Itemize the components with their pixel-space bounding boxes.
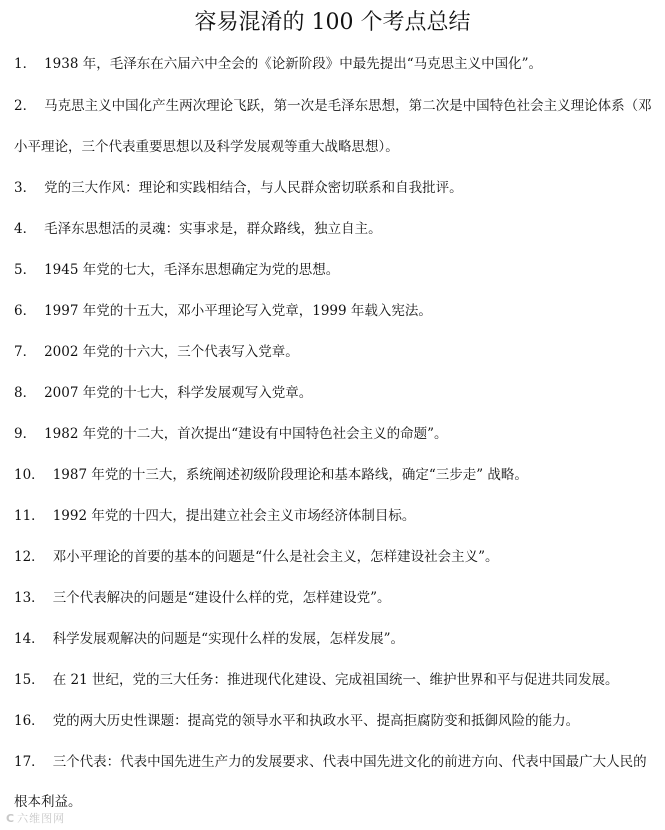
list-item (14, 506, 654, 526)
item-text: 1992 年党的十四大，提出建立社会主义市场经济体制目标。 (52, 508, 416, 524)
watermark-logo-icon: C (6, 812, 16, 825)
list-item (14, 752, 654, 772)
item-text: 1938 年，毛泽东在六届六中全会的《论新阶段》中最先提出“马克思主义中国化”。 (44, 56, 543, 72)
item-number: 13． (14, 590, 45, 606)
item-text: 党的三大作风：理论和实践相结合，与人民群众密切联系和自我批评。 (44, 180, 463, 196)
list-item (14, 54, 654, 74)
item-text: 1982 年党的十二大，首次提出“建设有中国特色社会主义的命题”。 (44, 426, 448, 442)
item-number: 5． (14, 262, 37, 278)
item-continuation: 小平理论，三个代表重要思想以及科学发展观等重大战略思想）。 (14, 139, 399, 155)
item-number: 9． (14, 426, 37, 442)
list-item (14, 465, 654, 485)
item-text: 马克思主义中国化产生两次理论飞跃，第一次是毛泽东思想，第二次是中国特色社会主义理论体系（邓 (44, 98, 652, 114)
document-title: 容易混淆的 100 个考点总结 (194, 10, 471, 35)
item-text: 邓小平理论的首要的基本的问题是“什么是社会主义，怎样建设社会主义”。 (52, 549, 499, 565)
list-item (14, 260, 654, 280)
list-item (14, 547, 654, 567)
item-number: 12． (14, 549, 45, 565)
item-text: 1945 年党的七大，毛泽东思想确定为党的思想。 (44, 262, 340, 278)
list-item (14, 588, 654, 608)
item-number: 16． (14, 713, 45, 729)
item-number: 3． (14, 180, 37, 196)
item-text: 1997 年党的十五大，邓小平理论写入党章，1999 年载入宪法。 (44, 303, 432, 319)
watermark (6, 810, 65, 826)
item-text: 党的两大历史性课题：提高党的领导水平和执政水平、提高拒腐防变和抵御风险的能力。 (52, 713, 580, 729)
item-text: 1987 年党的十三大，系统阐述初级阶段理论和基本路线，确定“三步走” 战略。 (52, 467, 528, 483)
item-number: 1． (14, 56, 37, 72)
item-text: 2007 年党的十七大，科学发展观写入党章。 (44, 385, 313, 401)
list-item (14, 670, 654, 690)
item-text: 2002 年党的十六大，三个代表写入党章。 (44, 344, 299, 360)
list-item (14, 301, 654, 321)
item-number: 6． (14, 303, 37, 319)
item-number: 2． (14, 98, 37, 114)
item-text: 三个代表：代表中国先进生产力的发展要求、代表中国先进文化的前进方向、代表中国最广大人民的 (52, 754, 647, 770)
list-item (14, 342, 654, 362)
item-continuation: 根本利益。 (14, 794, 82, 810)
list-item (14, 711, 654, 731)
item-number: 17． (14, 754, 45, 770)
item-text: 科学发展观解决的问题是“实现什么样的发展，怎样发展”。 (52, 631, 404, 647)
item-number: 7． (14, 344, 37, 360)
item-text: 三个代表解决的问题是“建设什么样的党，怎样建设党”。 (52, 590, 391, 606)
item-number: 4． (14, 221, 37, 237)
list-item (14, 96, 654, 116)
list-item (14, 219, 654, 239)
item-text: 毛泽东思想活的灵魂：实事求是，群众路线，独立自主。 (44, 221, 382, 237)
item-number: 8． (14, 385, 37, 401)
item-number: 14． (14, 631, 45, 647)
item-number: 15． (14, 672, 45, 688)
list-item (14, 629, 654, 649)
item-number: 11． (14, 508, 45, 524)
watermark-text: 六维图网 (17, 812, 66, 825)
item-number: 10． (14, 467, 45, 483)
item-text: 在 21 世纪，党的三大任务：推进现代化建设、完成祖国统一、维护世界和平与促进共同发展。 (52, 672, 619, 688)
list-item (14, 178, 654, 198)
list-item (14, 383, 654, 403)
list-item (14, 424, 654, 444)
